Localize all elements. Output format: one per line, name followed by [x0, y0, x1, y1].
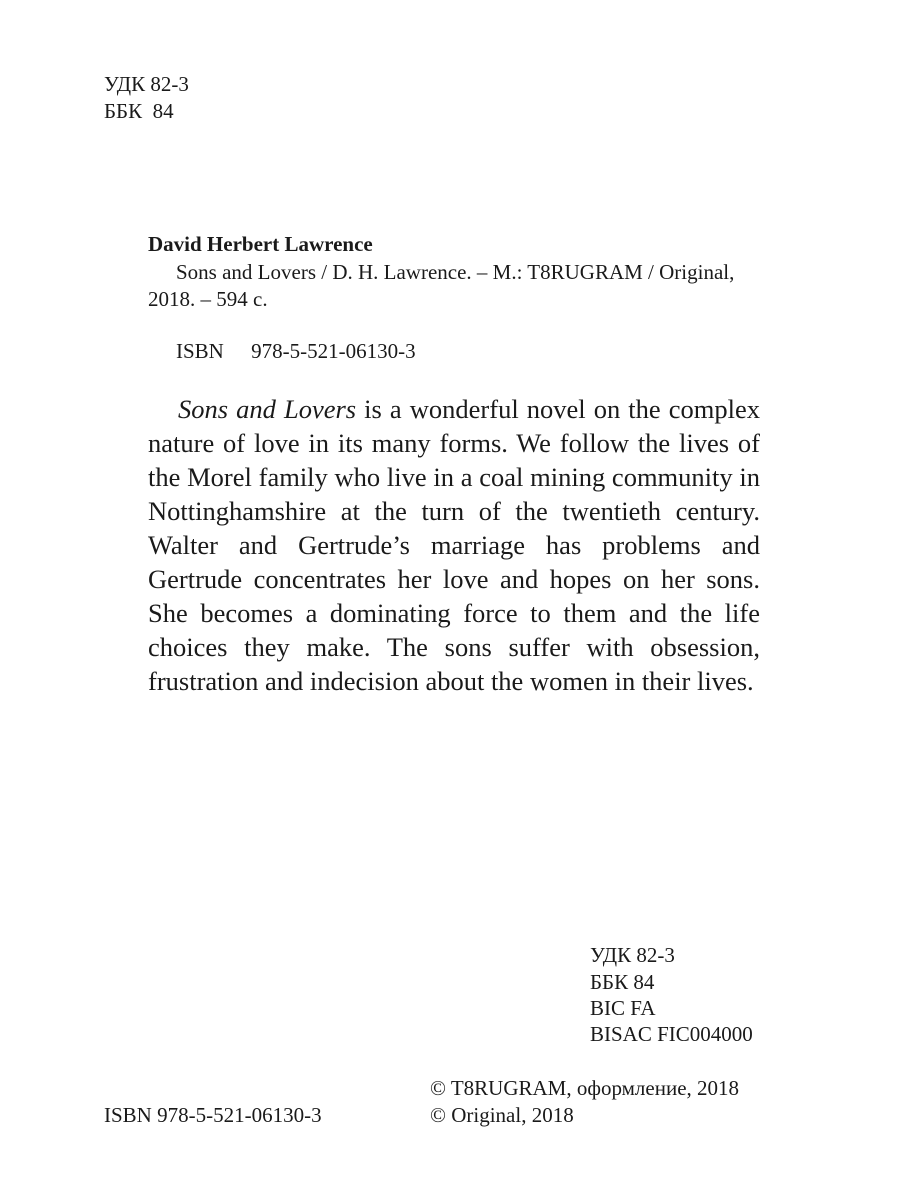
top-bbk-code: ББК 84	[104, 99, 174, 123]
bottom-bisac-code: BISAC FIC004000	[590, 1022, 753, 1046]
abstract-title: Sons and Lovers	[178, 394, 357, 424]
isbn-label: ISBN	[176, 339, 224, 363]
copyright-line-1: © T8RUGRAM, оформление, 2018	[430, 1076, 740, 1100]
copyright-line-2: © Original, 2018	[430, 1103, 574, 1127]
record-isbn	[176, 339, 416, 364]
bottom-bic-code: BIC FA	[590, 996, 656, 1020]
bottom-udk-code: УДК 82-3	[590, 943, 675, 967]
author-name: David Herbert Lawrence	[148, 232, 373, 256]
isbn-value: 978-5-521-06130-3	[251, 339, 416, 363]
abstract-paragraph	[148, 392, 760, 698]
citation-line-2: 2018. – 594 с.	[148, 287, 268, 311]
citation-line-1: Sons and Lovers / D. H. Lawrence. – M.: T8RUGRAM / Original,	[176, 260, 735, 284]
top-udk-code: УДК 82-3	[104, 72, 189, 96]
abstract-text: is a wonderful novel on the complex nature of love in its many forms. We follow the lives of the Morel family who live in a coal mining community in Nottinghamshire at the turn of the twentieth century. Walter and Gertrude’s marriage has problems and Gertrude concentrates her love and hopes on her sons. She becomes a dominating force to them and the life choices they make. The sons suffer with obsession, frustration and indecision about the women in their lives.	[148, 394, 760, 696]
bottom-isbn: ISBN 978-5-521-06130-3	[104, 1103, 322, 1127]
book-abstract	[148, 392, 760, 698]
bottom-bbk-code: ББК 84	[590, 970, 655, 994]
